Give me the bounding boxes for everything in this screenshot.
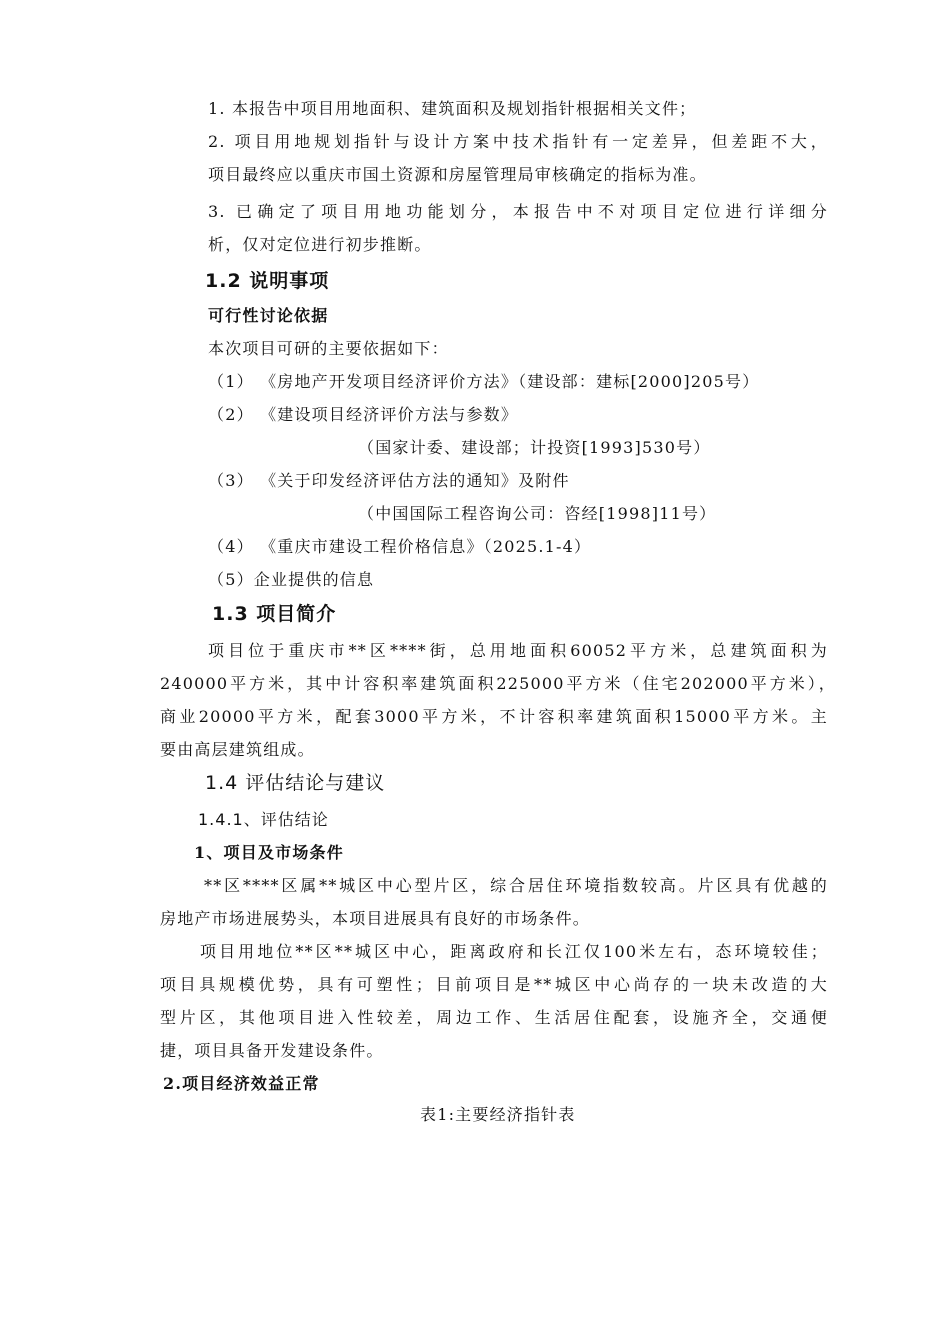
note-2: 2. 项目用地规划指针与设计方案中技术指针有一定差异，但差距不大， (208, 132, 828, 151)
location-line-2: 项目具规模优势，具有可塑性；目前项目是**城区中心尚存的一块未改造的大 (160, 975, 828, 994)
section-1-3-title: 1.3 项目简介 (212, 603, 337, 625)
ref-3-source: （中国国际工程咨询公司：咨经[1998]11号） (358, 504, 717, 523)
section-1-4-title: 1.4 评估结论与建议 (205, 772, 386, 794)
location-line-3: 型片区，其他项目进入性较差，周边工作、生活居住配套，设施齐全，交通便 (160, 1008, 828, 1027)
note-1: 1. 本报告中项目用地面积、建筑面积及规划指针根据相关文件； (208, 99, 697, 118)
basis-subtitle: 可行性讨论依据 (208, 306, 329, 325)
intro-line-1: 项目位于重庆市**区****街，总用地面积60052平方米，总建筑面积为 (208, 641, 828, 660)
location-line-1: 项目用地位**区**城区中心，距离政府和长江仅100米左右，态环境较佳； (200, 942, 828, 961)
ref-2-source: （国家计委、建设部；计投资[1993]530号） (358, 438, 711, 457)
note-2-cont: 项目最终应以重庆市国土资源和房屋管理局审核确定的指标为准。 (208, 165, 707, 184)
ref-1: （1） 《房地产开发项目经济评价方法》（建设部：建标[2000]205号） (208, 372, 760, 391)
ref-2: （2） 《建设项目经济评价方法与参数》 (208, 405, 519, 424)
section-1-4-1-title: 1.4.1、评估结论 (198, 810, 329, 829)
item-2-title: 2.项目经济效益正常 (163, 1074, 320, 1093)
intro-line-2: 240000平方米，其中计容积率建筑面积225000平方米（住宅202000平方米）， (160, 674, 836, 693)
ref-3: （3） 《关于印发经济评估方法的通知》及附件 (208, 471, 570, 490)
section-1-2-title: 1.2 说明事项 (205, 270, 330, 292)
intro-line-4: 要由高层建筑组成。 (160, 740, 315, 759)
ref-5: （5）企业提供的信息 (208, 570, 375, 589)
item-1-title: 1、项目及市场条件 (194, 843, 344, 862)
market-line-2: 房地产市场进展势头，本项目进展具有良好的市场条件。 (160, 909, 591, 928)
ref-4: （4） 《重庆市建设工程价格信息》（2025.1-4） (208, 537, 592, 556)
intro-line-3: 商业20000平方米，配套3000平方米，不计容积率建筑面积15000平方米。主 (160, 707, 828, 726)
note-3-cont: 析，仅对定位进行初步推断。 (208, 235, 432, 254)
location-line-4: 捷，项目具备开发建设条件。 (160, 1041, 384, 1060)
basis-intro: 本次项目可研的主要依据如下： (208, 339, 449, 358)
note-3: 3. 已确定了项目用地功能划分，本报告中不对项目定位进行详细分 (208, 202, 828, 221)
market-line-1: **区****区属**城区中心型片区，综合居住环境指数较高。片区具有优越的 (204, 876, 828, 895)
table-caption: 表1:主要经济指针表 (420, 1105, 576, 1124)
